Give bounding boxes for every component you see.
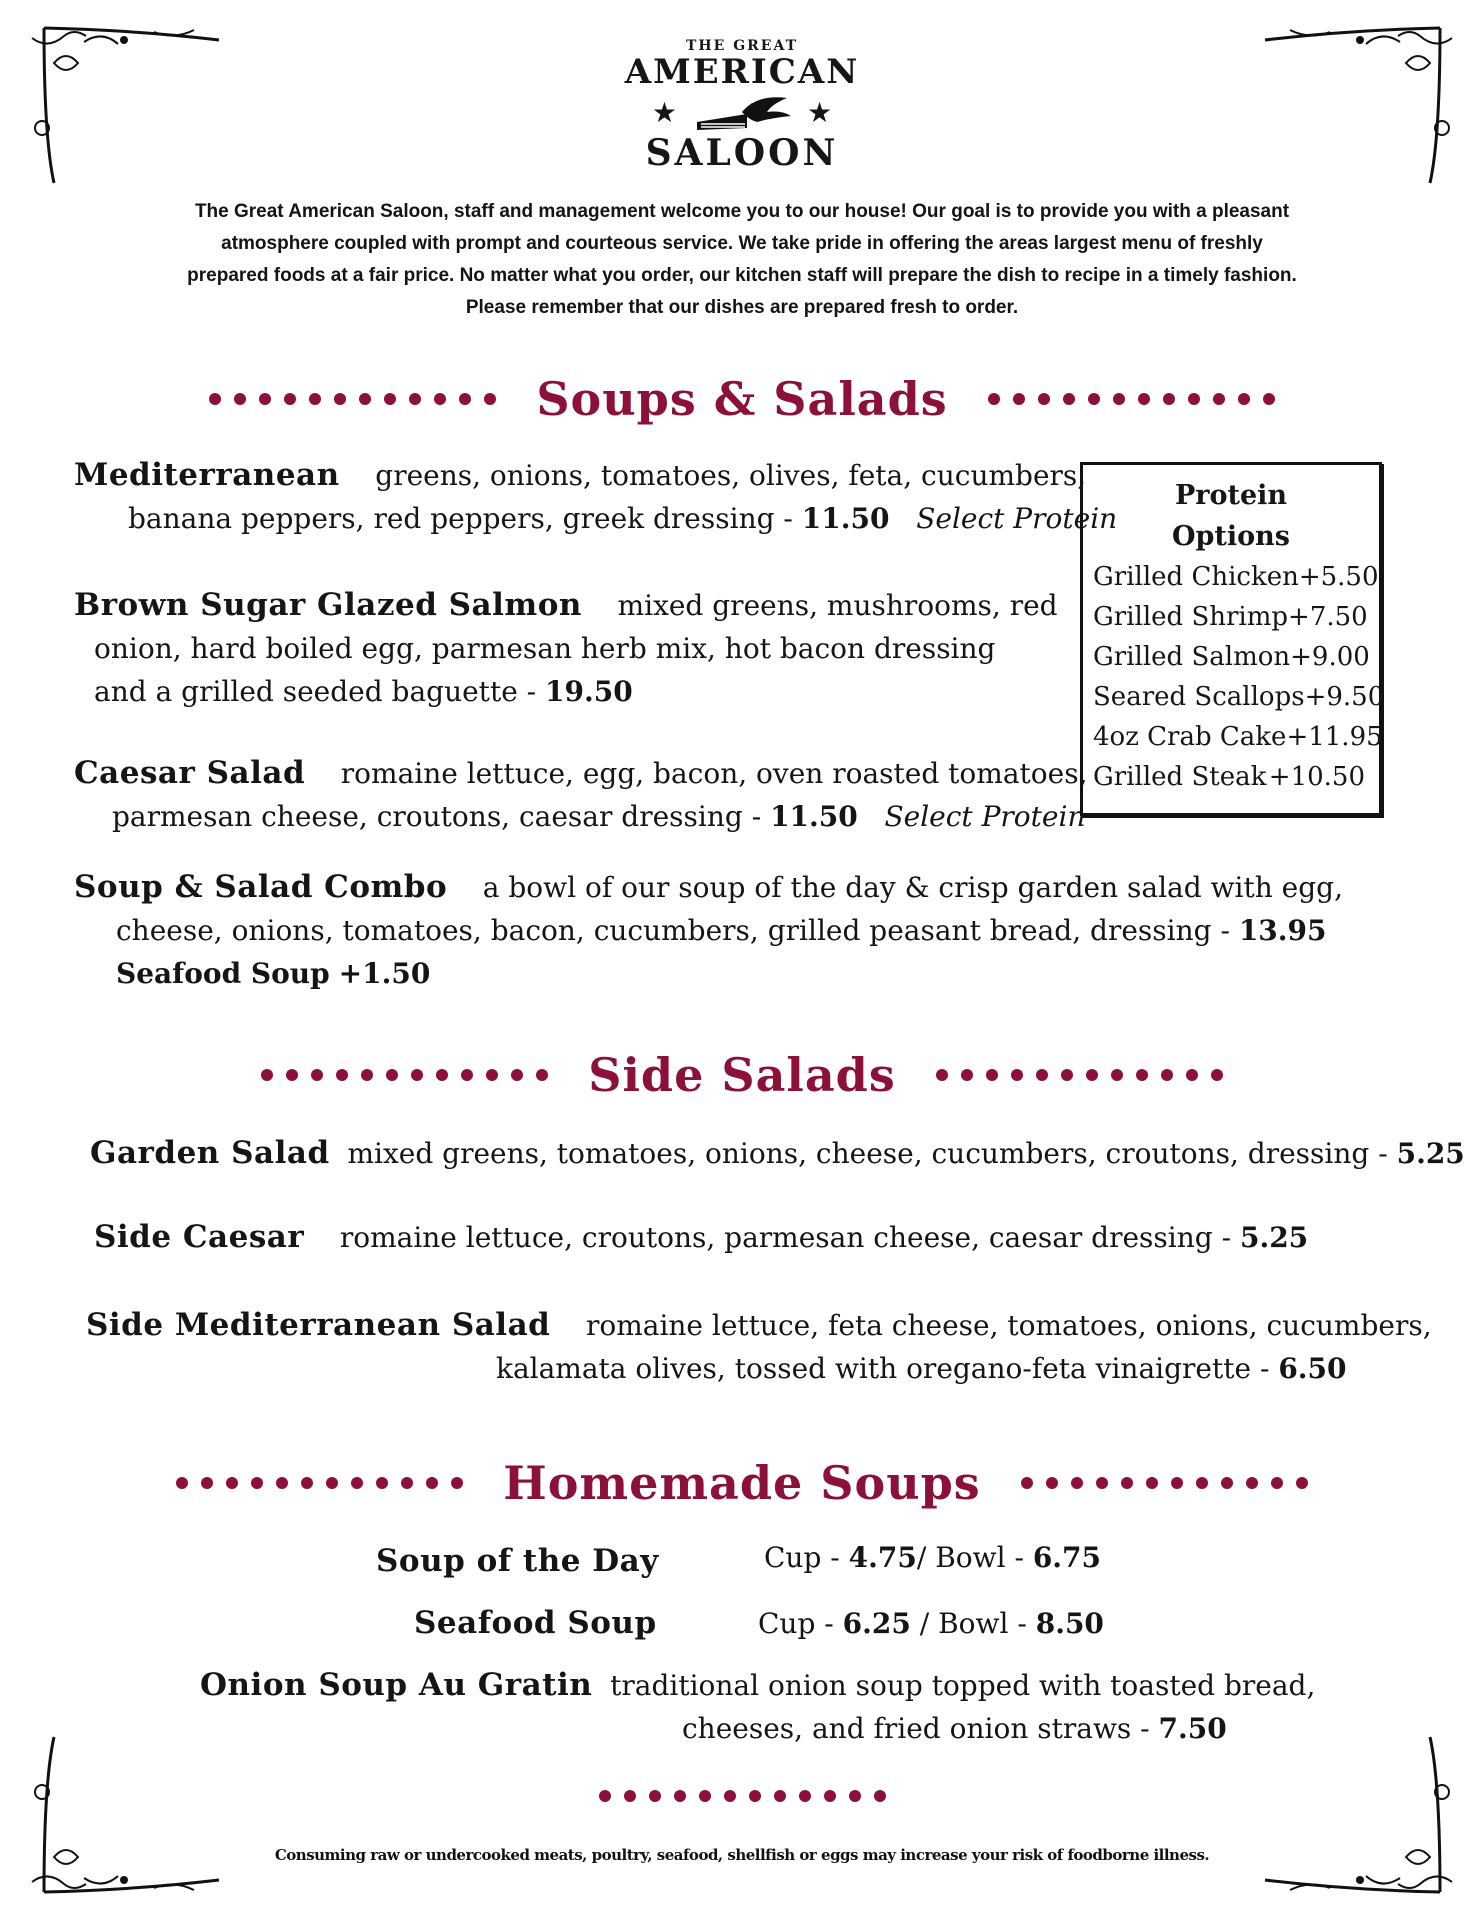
menu-item-salmon — [74, 584, 1058, 713]
item-name: Garden Salad — [90, 1135, 330, 1171]
item-name: Soup & Salad Combo — [74, 869, 448, 905]
item-price: 6.50 — [1278, 1352, 1347, 1385]
intro-paragraph: The Great American Saloon, staff and management welcome you to our house! Our goal is to provide you with a pleasant atmosphere coupled with prompt and courteous service. We take pride in offering the areas largest menu of freshly prepared foods at a fair price. No matter what you order, our kitchen staff will prepare the dish to recipe in a timely fashion. Please remember that our dishes are prepared fresh to order. — [187, 201, 1297, 318]
star-icon: ★ — [807, 95, 833, 129]
saloon-logo — [586, 28, 898, 188]
bowl-price: 8.50 — [1035, 1607, 1104, 1640]
protein-name: Grilled Shrimp — [1093, 602, 1289, 632]
section-title: Homemade Soups — [503, 1456, 981, 1510]
menu-item-side-mediterranean — [86, 1304, 1432, 1390]
cup-price: 6.25 — [842, 1607, 911, 1640]
item-price: 11.50 — [801, 502, 890, 535]
item-price: 7.50 — [1158, 1712, 1227, 1745]
protein-option — [1083, 597, 1379, 637]
logo-emblem — [586, 90, 898, 134]
corner-ornament-top-left — [24, 18, 234, 198]
dot-divider — [209, 393, 496, 405]
food-safety-disclaimer: Consuming raw or undercooked meats, poultry, seafood, shellfish or eggs may increase your risk of foodborne illness. — [274, 1846, 1210, 1864]
flourish-icon — [1250, 18, 1460, 198]
dot-divider — [599, 1790, 886, 1802]
protein-price: +5.50 — [1298, 562, 1379, 592]
item-description: greens, onions, tomatoes, olives, feta, cucumbers, — [375, 459, 1087, 492]
add-on-label: Seafood Soup — [116, 957, 330, 990]
corner-ornament-top-right — [1250, 18, 1460, 198]
bowl-label: / Bowl - — [916, 1541, 1033, 1574]
cup-label: Cup - — [758, 1607, 843, 1640]
protein-option — [1083, 637, 1379, 677]
dot-divider — [1021, 1477, 1308, 1489]
protein-price: +10.50 — [1268, 762, 1365, 792]
item-description: mixed greens, tomatoes, onions, cheese, cucumbers, croutons, dressing - — [347, 1137, 1397, 1170]
protein-name: Grilled Chicken — [1093, 562, 1299, 592]
dot-divider — [261, 1069, 548, 1081]
menu-item-onion-soup — [200, 1664, 1315, 1750]
bowl-label: / Bowl - — [910, 1607, 1036, 1640]
item-price: 13.95 — [1238, 914, 1327, 947]
protein-options-box — [1080, 462, 1385, 816]
item-name: Side Mediterranean Salad — [86, 1307, 551, 1343]
item-price: 19.50 — [545, 675, 633, 708]
menu-item-mediterranean — [74, 454, 1117, 540]
item-price: 5.25 — [1396, 1137, 1465, 1170]
protein-price: +11.95 — [1286, 722, 1383, 752]
item-description: cheeses, and fried onion straws - — [682, 1712, 1159, 1745]
item-description: cheese, onions, tomatoes, bacon, cucumbers, grilled peasant bread, dressing - — [116, 914, 1239, 947]
item-description: parmesan cheese, croutons, caesar dressing - — [112, 800, 771, 833]
protein-price: +9.50 — [1304, 682, 1385, 712]
item-name: Mediterranean — [74, 457, 340, 493]
item-description: romaine lettuce, croutons, parmesan cheese, caesar dressing - — [339, 1221, 1240, 1254]
protein-option — [1083, 677, 1385, 717]
item-description: romaine lettuce, egg, bacon, oven roasted tomatoes, — [340, 757, 1088, 790]
protein-name: Grilled Salmon — [1093, 642, 1291, 672]
menu-item-garden-salad — [90, 1132, 1465, 1175]
select-protein-note: Select Protein — [916, 502, 1118, 535]
logo-line-saloon: SALOON — [645, 132, 839, 174]
item-price: 11.50 — [770, 800, 858, 833]
protein-price: +9.00 — [1290, 642, 1370, 672]
item-name: Soup of the Day — [376, 1543, 659, 1579]
select-protein-note: Select Protein — [884, 800, 1086, 833]
dot-divider — [176, 1477, 463, 1489]
protein-option — [1083, 717, 1383, 757]
section-header-side-salads — [0, 1048, 1484, 1102]
menu-item-soup-of-the-day — [376, 1540, 659, 1583]
bowl-price: 6.75 — [1032, 1541, 1102, 1574]
section-header-soups-salads — [0, 372, 1484, 426]
dot-divider — [936, 1069, 1223, 1081]
soup-of-the-day-prices — [764, 1536, 1101, 1579]
dot-divider — [988, 393, 1275, 405]
add-on-price: +1.50 — [338, 957, 431, 990]
item-description: onion, hard boiled egg, parmesan herb mix, hot bacon dressing — [94, 632, 996, 665]
item-description: traditional onion soup topped with toasted bread, — [610, 1669, 1316, 1702]
item-name: Onion Soup Au Gratin — [200, 1667, 593, 1703]
item-description: a bowl of our soup of the day & crisp garden salad with egg, — [482, 871, 1344, 904]
menu-item-seafood-soup — [414, 1602, 657, 1645]
section-header-homemade-soups — [0, 1456, 1484, 1510]
logo-line-american: AMERICAN — [624, 52, 860, 92]
menu-item-caesar — [74, 752, 1087, 838]
protein-title-line: Protein — [1174, 480, 1288, 511]
item-description: and a grilled seeded baguette - — [94, 675, 546, 708]
protein-name: 4oz Crab Cake — [1093, 722, 1287, 752]
protein-name: Seared Scallops — [1093, 682, 1305, 712]
eagle-flag-icon — [687, 92, 797, 132]
protein-name: Grilled Steak — [1093, 762, 1267, 792]
star-icon: ★ — [651, 95, 677, 129]
item-description: mixed greens, mushrooms, red — [617, 589, 1058, 622]
section-title: Side Salads — [588, 1048, 896, 1102]
item-description: romaine lettuce, feta cheese, tomatoes, onions, cucumbers, — [585, 1309, 1432, 1342]
menu-item-side-caesar — [94, 1216, 1308, 1259]
item-description: kalamata olives, tossed with oregano-feta vinaigrette - — [496, 1352, 1279, 1385]
item-price: 5.25 — [1239, 1221, 1309, 1254]
protein-options-title — [1083, 475, 1379, 557]
cup-label: Cup - — [764, 1541, 849, 1574]
section-title: Soups & Salads — [536, 372, 948, 426]
cup-price: 4.75 — [848, 1541, 917, 1574]
item-name: Brown Sugar Glazed Salmon — [74, 587, 582, 623]
seafood-soup-prices — [758, 1602, 1104, 1645]
logo-line-the-great: THE GREAT — [686, 38, 798, 54]
closing-dot-divider — [0, 1790, 1484, 1802]
item-name: Caesar Salad — [74, 755, 306, 791]
menu-item-soup-salad-combo — [74, 866, 1343, 995]
item-name: Seafood Soup — [414, 1605, 657, 1641]
protein-title-line: Options — [1172, 521, 1290, 552]
protein-price: +7.50 — [1288, 602, 1368, 632]
flourish-icon — [24, 18, 234, 198]
item-name: Side Caesar — [94, 1219, 305, 1255]
item-description: banana peppers, red peppers, greek dressing - — [128, 502, 802, 535]
protein-option — [1083, 757, 1379, 797]
protein-option — [1083, 557, 1379, 597]
